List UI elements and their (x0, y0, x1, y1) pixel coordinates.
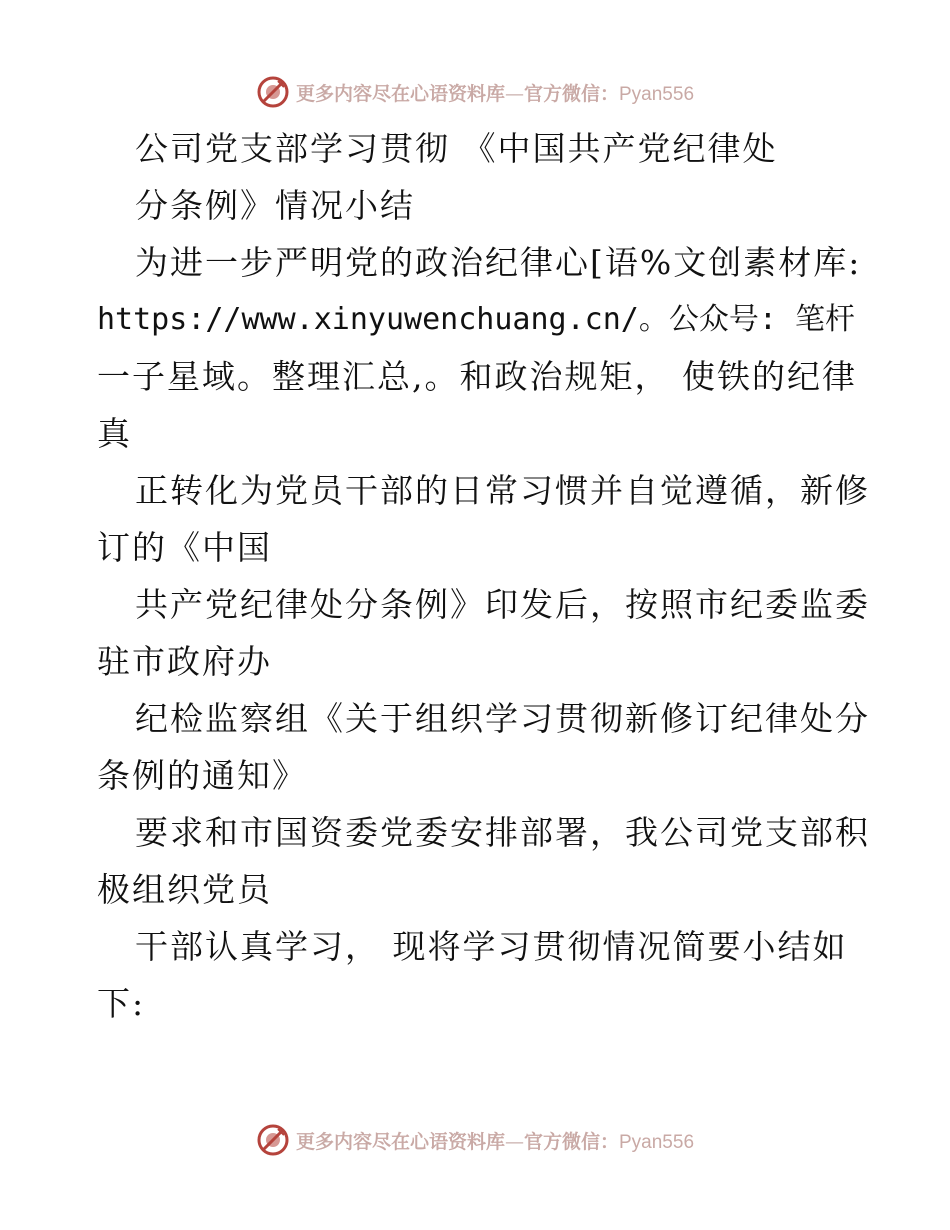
title-line-2: 分条例》情况小结 (135, 186, 415, 225)
paragraph-line: 条例的通知》 (97, 756, 307, 795)
watermark-contact-label: 官方微信： (523, 82, 619, 105)
paragraph-line: 干部认真学习， 现将学习贯彻情况简要小结如 (135, 927, 848, 966)
paragraph-line: 一子星域。整理汇总,。和政治规矩， 使铁的纪律 (97, 357, 857, 396)
watermark-contact-label: 官方微信： (523, 1130, 619, 1153)
paragraph-line: 要求和市国资委党委安排部署，我公司党支部积 (135, 813, 870, 852)
watermark-text (296, 79, 694, 106)
paragraph-line: 订的《中国 (97, 528, 272, 567)
watermark-brand: 更多内容尽在心语资料库 (295, 82, 505, 105)
watermark-separator: — (504, 1130, 524, 1153)
paragraph-line: 为进一步严明党的政治纪律心[语%文创素材库: (135, 243, 862, 282)
watermark-contact-id: Pyan556 (619, 83, 695, 105)
red-seal-logo-icon (256, 1123, 290, 1157)
paragraph-line: 驻市政府办 (97, 642, 272, 681)
paragraph-line: 极组织党员 (97, 870, 272, 909)
watermark-text (296, 1127, 694, 1154)
title-line-1: 公司党支部学习贯彻 《中国共产党纪律处 (135, 129, 778, 168)
paragraph-line: 真 (97, 414, 132, 453)
watermark-contact-id: Pyan556 (619, 1131, 695, 1153)
red-seal-logo-icon (256, 75, 290, 109)
document-body (97, 120, 870, 1032)
watermark-separator: — (504, 82, 524, 105)
paragraph-line: 纪检监察组《关于组织学习贯彻新修订纪律处分 (135, 699, 870, 738)
paragraph-line: https://www.xinyuwenchuang.cn/。公众号: 笔杆 (97, 302, 855, 337)
watermark-brand: 更多内容尽在心语资料库 (295, 1130, 505, 1153)
paragraph-line: 共产党纪律处分条例》印发后，按照市纪委监委 (135, 585, 870, 624)
paragraph-line: 正转化为党员干部的日常习惯并自觉遵循，新修 (135, 471, 870, 510)
footer-watermark (0, 1120, 950, 1160)
paragraph-line: 下: (97, 984, 146, 1023)
header-watermark (0, 72, 950, 112)
